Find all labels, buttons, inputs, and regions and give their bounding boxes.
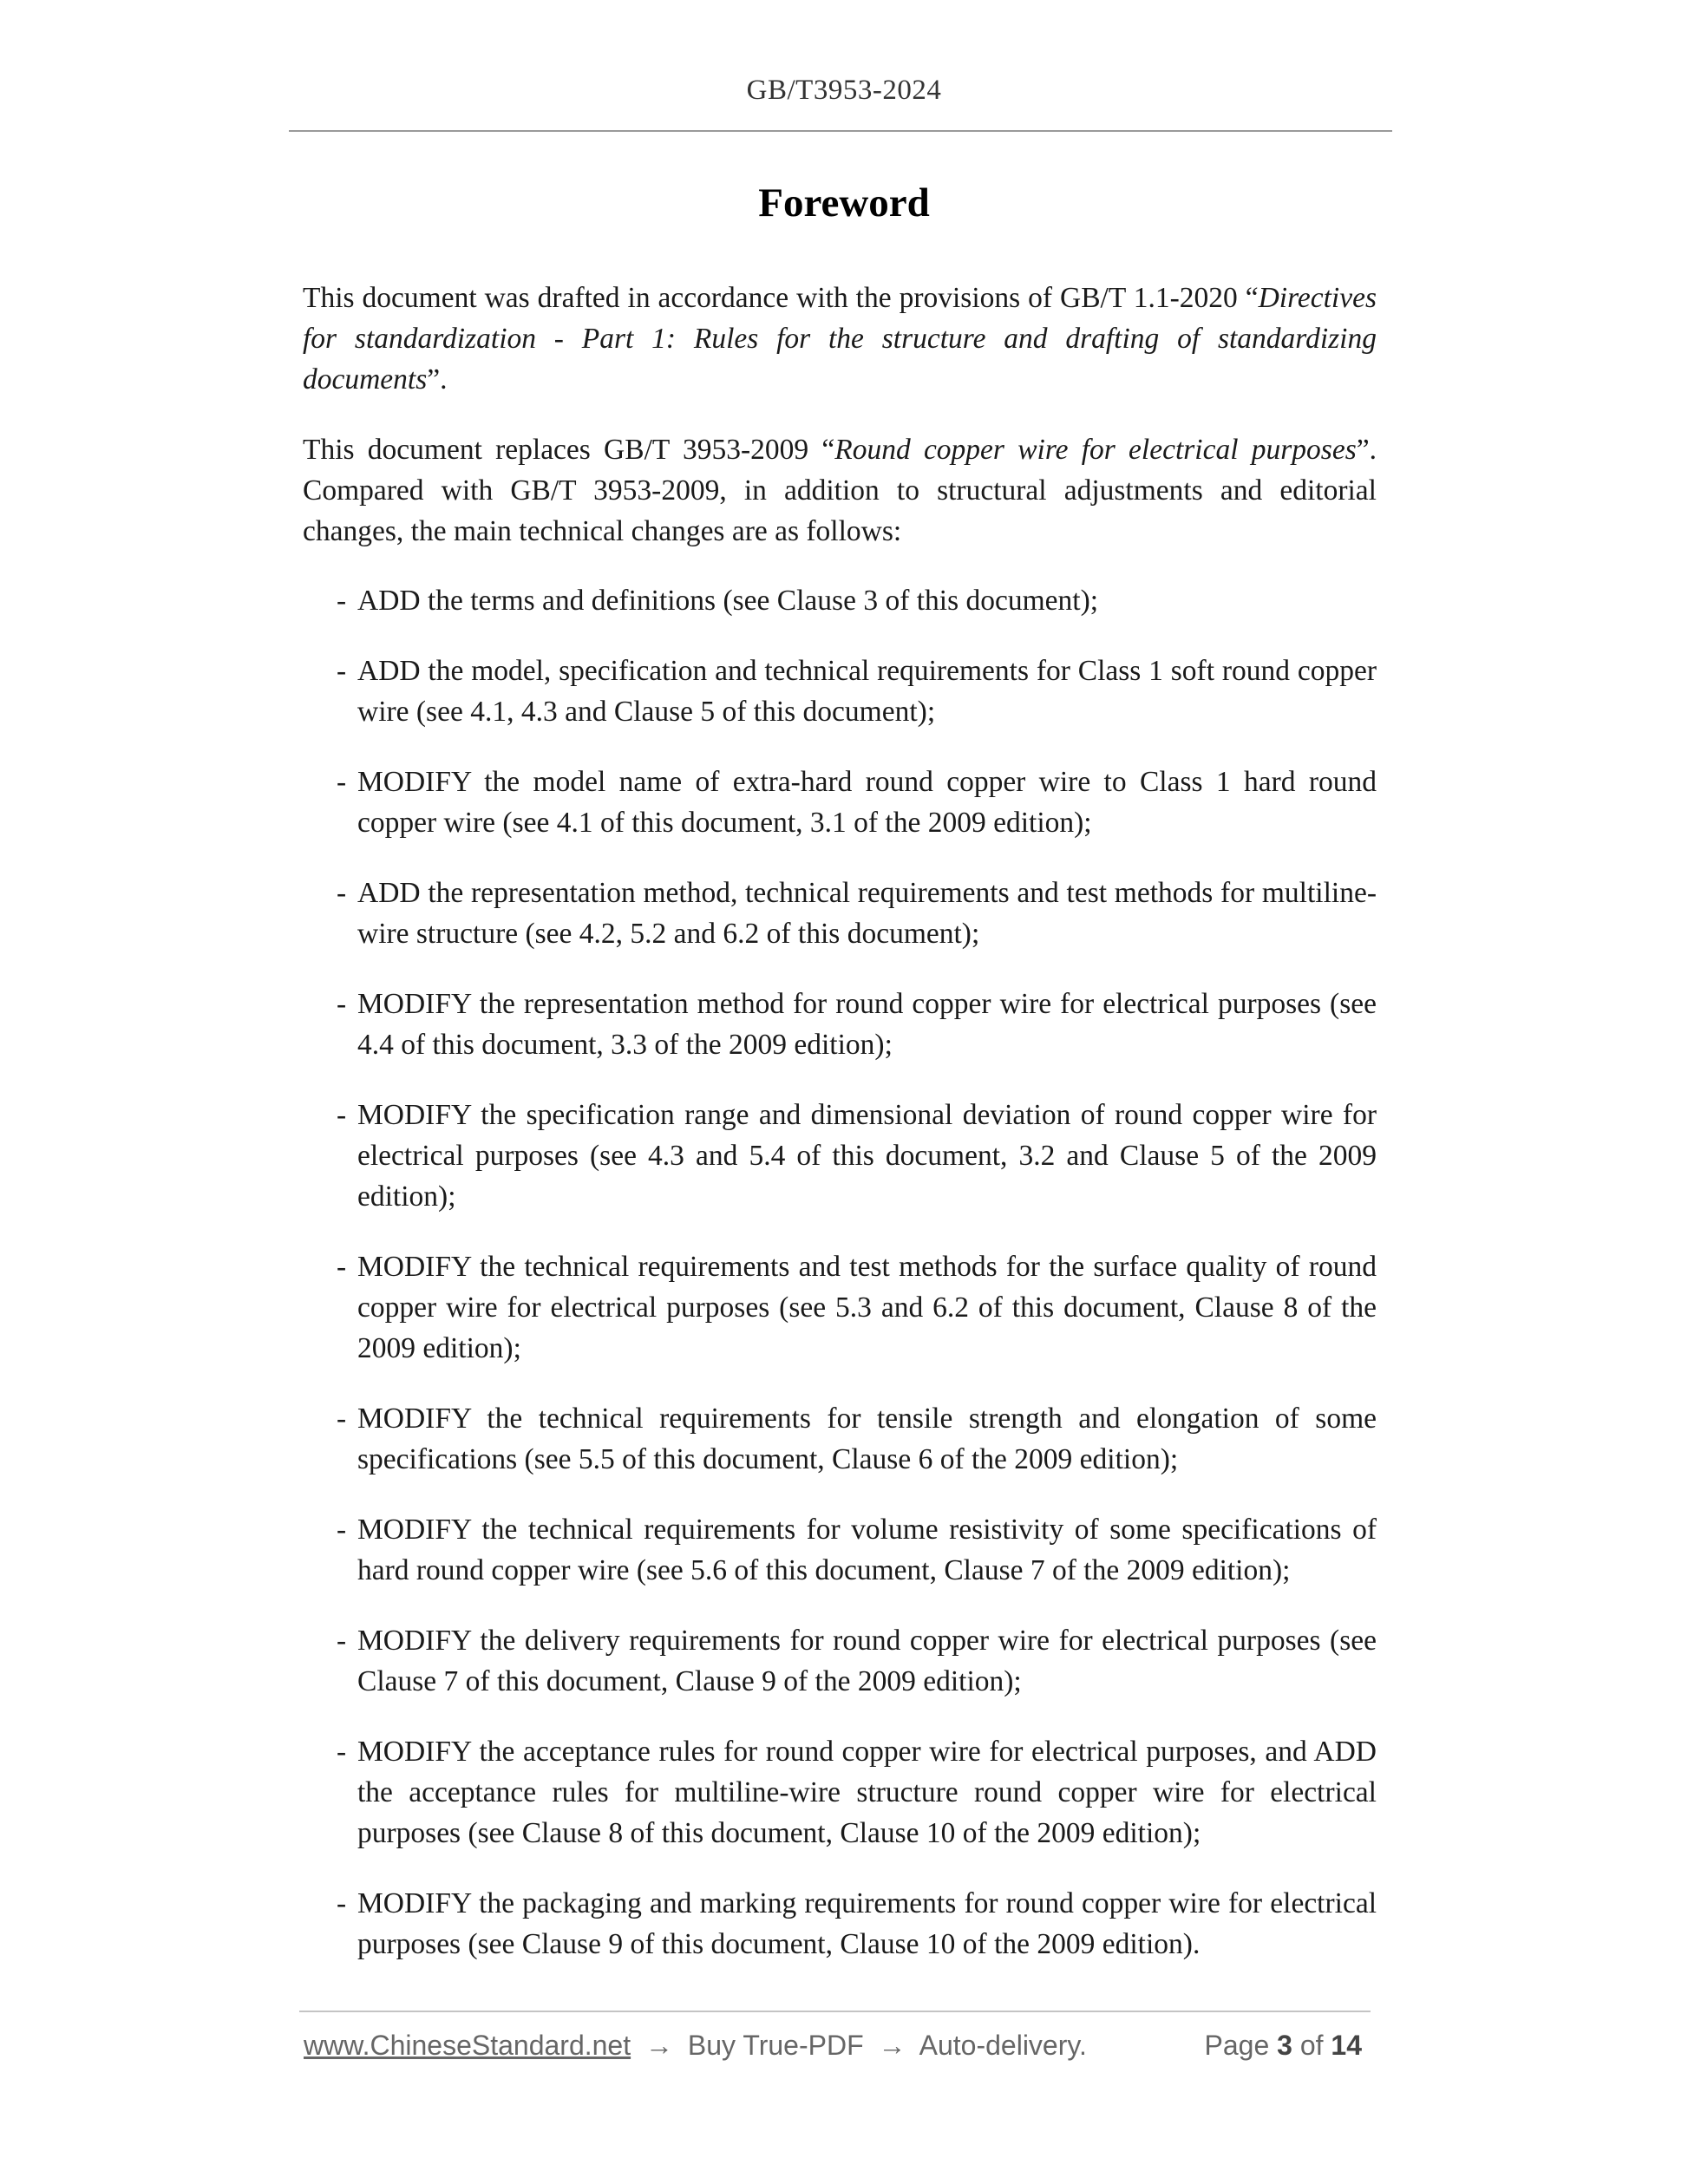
paragraph-text: ”. Compared with GB/T 3953-2009, in addition to structural adjustments and editorial changes, the main technical changes are as follows: — [303, 434, 1377, 547]
paragraph-text: ”. — [427, 363, 448, 396]
list-item — [337, 1095, 1377, 1217]
total-page-count: 14 — [1331, 2030, 1362, 2061]
bullet-dash: - — [337, 1736, 347, 1768]
list-item — [337, 1246, 1377, 1369]
list-item-text: ADD the representation method, technical requirements and test methods for multiline-wire structure (see 4.2, 5.2 and 6.2 of this document); — [357, 877, 1377, 950]
bullet-dash: - — [337, 1251, 347, 1283]
list-item-text: ADD the terms and definitions (see Clause 3 of this document); — [357, 585, 1099, 617]
current-page-number: 3 — [1277, 2030, 1292, 2061]
paragraph-replacement — [303, 429, 1377, 552]
list-item-text: MODIFY the technical requirements for tensile strength and elongation of some specifications (see 5.5 of this document, Clause 6 of the 2009 edition); — [357, 1403, 1377, 1475]
footer-divider — [299, 2011, 1371, 2012]
page-word: Page — [1204, 2030, 1270, 2061]
list-item — [337, 1509, 1377, 1591]
bullet-dash: - — [337, 1514, 347, 1546]
list-item-text: ADD the model, specification and technical requirements for Class 1 soft round copper wire (see 4.1, 4.3 and Clause 5 of this document); — [357, 655, 1377, 728]
bullet-dash: - — [337, 1099, 347, 1131]
running-header: GB/T3953-2024 — [746, 75, 942, 106]
bullet-dash: - — [337, 1887, 347, 1919]
list-item — [337, 1883, 1377, 1965]
list-item — [337, 1620, 1377, 1702]
list-item — [337, 1398, 1377, 1480]
page-title: Foreword — [758, 180, 930, 226]
footer-promo — [304, 2030, 1087, 2062]
list-item — [337, 1731, 1377, 1854]
list-item-text: MODIFY the packaging and marking requirements for round copper wire for electrical purposes (see Clause 9 of this document, Clause 10 of the 2009 edition). — [357, 1887, 1377, 1960]
list-item-text: MODIFY the technical requirements and test methods for the surface quality of round copper wire for electrical purposes (see 5.3 and 6.2 of this document, Clause 8 of the 2009 edition); — [357, 1251, 1377, 1364]
technical-changes-list — [337, 580, 1377, 1994]
list-item-text: MODIFY the model name of extra-hard round copper wire to Class 1 hard round copper wire (see 4.1 of this document, 3.1 of the 2009 edition); — [357, 766, 1377, 839]
list-item — [337, 762, 1377, 843]
of-word: of — [1299, 2030, 1324, 2061]
arrow-right-icon: → — [878, 2030, 906, 2061]
paragraph-drafting-basis — [303, 278, 1377, 400]
bullet-dash: - — [337, 766, 347, 798]
auto-delivery-text: Auto-delivery. — [919, 2030, 1087, 2061]
list-item-text: MODIFY the technical requirements for volume resistivity of some specifications of hard round copper wire (see 5.6 of this document, Clause 7 of the 2009 edition); — [357, 1514, 1377, 1586]
list-item — [337, 873, 1377, 954]
replaced-standard-title: Round copper wire for electrical purposes — [834, 434, 1357, 466]
list-item-text: MODIFY the specification range and dimensional deviation of round copper wire for electrical purposes (see 4.3 and 5.4 of this document, 3.2 and Clause 5 of the 2009 edition); — [357, 1099, 1377, 1213]
paragraph-text: This document replaces GB/T 3953-2009 “ — [303, 434, 835, 466]
buy-pdf-text: Buy True-PDF — [687, 2030, 864, 2061]
list-item-text: MODIFY the delivery requirements for round copper wire for electrical purposes (see Clause 7 of this document, Clause 9 of the 2009 edition); — [357, 1625, 1377, 1697]
bullet-dash: - — [337, 1403, 347, 1435]
header-divider — [289, 130, 1392, 132]
bullet-dash: - — [337, 585, 347, 617]
paragraph-text: This document was drafted in accordance with the provisions of GB/T 1.1-2020 “ — [303, 282, 1259, 314]
list-item — [337, 651, 1377, 732]
list-item-text: MODIFY the acceptance rules for round copper wire for electrical purposes, and ADD the acceptance rules for multiline-wire structure round copper wire for electrical purposes (see Clause 8 of this document, Clause 10 of the 2009 edition); — [357, 1736, 1377, 1849]
page-footer — [304, 2030, 1371, 2068]
bullet-dash: - — [337, 988, 347, 1020]
list-item-text: MODIFY the representation method for round copper wire for electrical purposes (see 4.4 of this document, 3.3 of the 2009 edition); — [357, 988, 1377, 1061]
list-item — [337, 984, 1377, 1065]
page-counter — [1205, 2030, 1362, 2062]
bullet-dash: - — [337, 877, 347, 909]
cited-standard-title: Directives for standardization - Part 1: Rules for the structure and drafting of standardizing documents — [303, 282, 1377, 396]
bullet-dash: - — [337, 655, 347, 687]
website-link[interactable]: www.ChineseStandard.net — [304, 2030, 631, 2061]
list-item — [337, 580, 1377, 621]
arrow-right-icon: → — [645, 2030, 673, 2061]
bullet-dash: - — [337, 1625, 347, 1657]
